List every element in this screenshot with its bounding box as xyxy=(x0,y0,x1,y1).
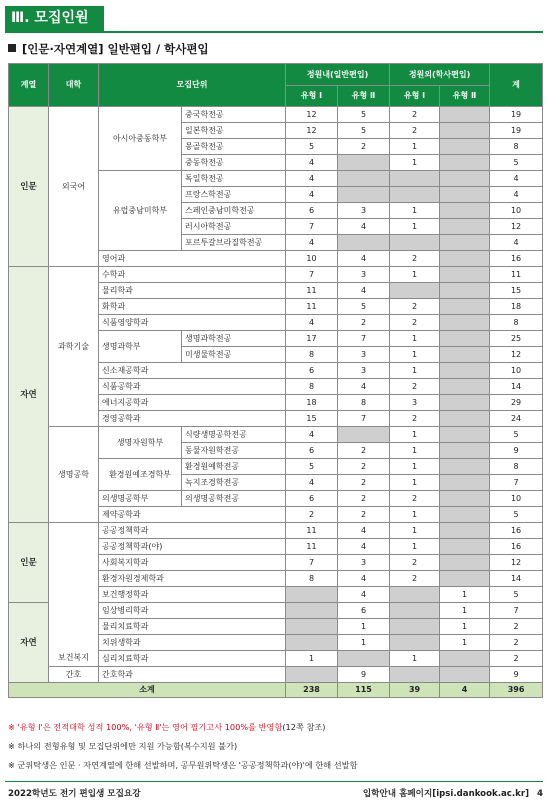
value-cell xyxy=(390,587,440,603)
value-cell: 5 xyxy=(338,107,390,123)
value-cell: 2 xyxy=(390,315,440,331)
value-cell: 4 xyxy=(286,475,338,491)
value-cell: 16 xyxy=(490,523,543,539)
value-cell: 8 xyxy=(286,347,338,363)
value-cell: 5 xyxy=(286,459,338,475)
value-cell: 8 xyxy=(490,459,543,475)
value-cell: 16 xyxy=(490,251,543,267)
value-cell: 10 xyxy=(490,491,543,507)
subunit-cell: 생명과학부 xyxy=(99,331,182,363)
value-cell: 6 xyxy=(338,603,390,619)
subunit-cell: 의생명공학부 xyxy=(99,491,182,507)
value-cell: 4 xyxy=(338,219,390,235)
group-cell: 인문 xyxy=(9,107,49,267)
subunit-cell: 환경원예조경학부 xyxy=(99,459,182,491)
total-value: 238 xyxy=(286,683,338,698)
unit-cell: 생명과학전공 xyxy=(182,331,286,347)
unit-cell: 동물자원학전공 xyxy=(182,443,286,459)
value-cell: 4 xyxy=(286,427,338,443)
value-cell xyxy=(338,155,390,171)
unit-cell: 식품영양학과 xyxy=(99,315,286,331)
value-cell: 15 xyxy=(286,411,338,427)
value-cell xyxy=(440,171,490,187)
value-cell: 1 xyxy=(390,427,440,443)
value-cell: 6 xyxy=(286,203,338,219)
note-evaluation-ref: (12쪽 참조) xyxy=(282,722,326,732)
value-cell xyxy=(440,267,490,283)
header-type2: 유형 Ⅱ xyxy=(338,86,390,107)
value-cell xyxy=(440,315,490,331)
footer-title: 2022학년도 전기 편입생 모집요강 xyxy=(8,789,141,799)
value-cell: 16 xyxy=(490,539,543,555)
value-cell: 7 xyxy=(490,475,543,491)
value-cell: 4 xyxy=(338,587,390,603)
value-cell: 1 xyxy=(390,523,440,539)
header-total: 계 xyxy=(490,64,543,107)
unit-cell: 공공정책학과 xyxy=(99,523,286,539)
value-cell: 2 xyxy=(286,507,338,523)
value-cell: 17 xyxy=(286,331,338,347)
value-cell: 18 xyxy=(490,299,543,315)
value-cell: 1 xyxy=(440,635,490,651)
value-cell: 3 xyxy=(338,203,390,219)
unit-cell: 임상병리학과 xyxy=(99,603,286,619)
value-cell xyxy=(440,203,490,219)
unit-cell: 러시아학전공 xyxy=(182,219,286,235)
value-cell xyxy=(440,555,490,571)
square-bullet-icon xyxy=(8,44,16,52)
group-cell: 인문 xyxy=(9,523,49,603)
value-cell: 4 xyxy=(286,315,338,331)
value-cell xyxy=(390,603,440,619)
value-cell: 1 xyxy=(390,203,440,219)
value-cell xyxy=(440,523,490,539)
value-cell xyxy=(440,459,490,475)
unit-cell: 수학과 xyxy=(99,267,286,283)
value-cell: 8 xyxy=(490,315,543,331)
header-group: 계열 xyxy=(9,64,49,107)
note-evaluation xyxy=(8,718,358,737)
value-cell xyxy=(440,475,490,491)
value-cell xyxy=(390,187,440,203)
value-cell: 4 xyxy=(338,523,390,539)
value-cell xyxy=(440,299,490,315)
table-row xyxy=(9,667,543,683)
value-cell: 4 xyxy=(286,155,338,171)
value-cell xyxy=(440,187,490,203)
value-cell: 1 xyxy=(440,603,490,619)
footer-right xyxy=(363,787,543,799)
unit-cell: 의생명공학전공 xyxy=(182,491,286,507)
value-cell: 10 xyxy=(286,251,338,267)
unit-cell: 식량생명공학전공 xyxy=(182,427,286,443)
unit-cell: 에너지공학과 xyxy=(99,395,286,411)
page-number: 4 xyxy=(537,789,543,799)
value-cell: 1 xyxy=(390,363,440,379)
value-cell: 2 xyxy=(338,475,390,491)
value-cell xyxy=(286,635,338,651)
value-cell: 5 xyxy=(490,427,543,443)
value-cell: 7 xyxy=(490,603,543,619)
value-cell: 2 xyxy=(390,123,440,139)
value-cell: 4 xyxy=(338,379,390,395)
unit-cell: 스페인중남미학전공 xyxy=(182,203,286,219)
value-cell xyxy=(338,171,390,187)
value-cell: 1 xyxy=(390,139,440,155)
value-cell: 25 xyxy=(490,331,543,347)
value-cell: 2 xyxy=(338,315,390,331)
value-cell xyxy=(390,667,440,683)
value-cell: 1 xyxy=(338,635,390,651)
header-outside-quota: 정원외(학사편입) xyxy=(390,64,490,86)
note-evaluation-red: ※ '유형 Ⅰ'은 전적대학 성적 100%, '유형 Ⅱ'는 영어 필기고사 100%를 반영함 xyxy=(8,722,283,732)
value-cell: 7 xyxy=(338,331,390,347)
value-cell: 2 xyxy=(390,571,440,587)
value-cell: 1 xyxy=(390,651,440,667)
value-cell: 5 xyxy=(490,587,543,603)
header-inside-quota: 정원내(일반편입) xyxy=(286,64,390,86)
value-cell: 14 xyxy=(490,571,543,587)
unit-cell: 치위생학과 xyxy=(99,635,286,651)
value-cell: 2 xyxy=(390,251,440,267)
total-value: 4 xyxy=(440,683,490,698)
value-cell: 1 xyxy=(390,443,440,459)
value-cell: 7 xyxy=(286,555,338,571)
footer-homepage: 입학안내 홈페이지[ipsi.dankook.ac.kr] xyxy=(362,789,530,799)
subunit-cell: 유럽중남미학부 xyxy=(99,171,182,251)
value-cell: 5 xyxy=(286,139,338,155)
value-cell xyxy=(440,539,490,555)
value-cell: 3 xyxy=(338,555,390,571)
value-cell: 1 xyxy=(390,155,440,171)
value-cell: 7 xyxy=(338,411,390,427)
table-row xyxy=(9,107,543,123)
value-cell: 1 xyxy=(440,587,490,603)
value-cell: 3 xyxy=(338,363,390,379)
value-cell: 2 xyxy=(338,139,390,155)
value-cell xyxy=(338,187,390,203)
unit-cell: 미생물학전공 xyxy=(182,347,286,363)
value-cell xyxy=(338,427,390,443)
value-cell: 1 xyxy=(390,267,440,283)
table-row xyxy=(9,427,543,443)
value-cell: 2 xyxy=(338,459,390,475)
value-cell: 5 xyxy=(338,299,390,315)
value-cell: 6 xyxy=(286,443,338,459)
value-cell: 4 xyxy=(338,251,390,267)
unit-cell: 신소재공학과 xyxy=(99,363,286,379)
value-cell: 4 xyxy=(338,539,390,555)
value-cell: 1 xyxy=(440,619,490,635)
value-cell: 4 xyxy=(338,283,390,299)
value-cell xyxy=(390,235,440,251)
college-cell: 외국어 xyxy=(49,107,99,267)
value-cell: 3 xyxy=(338,347,390,363)
subheading-text: [인문·자연계열] 일반편입 / 학사편입 xyxy=(22,42,209,56)
table-row xyxy=(9,267,543,283)
total-value: 39 xyxy=(390,683,440,698)
value-cell: 1 xyxy=(390,219,440,235)
unit-cell: 간호학과 xyxy=(99,667,286,683)
college-cell: 간호 xyxy=(49,667,99,683)
unit-cell: 녹지조경학전공 xyxy=(182,475,286,491)
value-cell: 5 xyxy=(338,123,390,139)
value-cell: 1 xyxy=(390,507,440,523)
unit-cell: 보건행정학과 xyxy=(99,587,286,603)
header-college: 대학 xyxy=(49,64,99,107)
value-cell xyxy=(440,427,490,443)
header-type1: 유형 Ⅰ xyxy=(286,86,338,107)
unit-cell: 포르투갈브라질학전공 xyxy=(182,235,286,251)
total-row xyxy=(9,683,543,698)
recruitment-table xyxy=(8,63,543,698)
value-cell: 11 xyxy=(286,283,338,299)
group-cell: 자연 xyxy=(9,267,49,523)
value-cell: 5 xyxy=(490,155,543,171)
total-value: 396 xyxy=(490,683,543,698)
value-cell: 12 xyxy=(286,123,338,139)
value-cell: 7 xyxy=(286,219,338,235)
unit-cell: 환경자원경제학과 xyxy=(99,571,286,587)
unit-cell: 심리치료학과 xyxy=(99,651,286,667)
value-cell: 2 xyxy=(390,299,440,315)
value-cell xyxy=(440,363,490,379)
group-cell: 자연 xyxy=(9,603,49,683)
value-cell: 2 xyxy=(490,651,543,667)
value-cell: 2 xyxy=(490,635,543,651)
value-cell: 12 xyxy=(490,219,543,235)
value-cell xyxy=(286,587,338,603)
value-cell xyxy=(440,235,490,251)
unit-cell: 물리학과 xyxy=(99,283,286,299)
college-cell: 생명공학 xyxy=(49,427,99,523)
value-cell: 12 xyxy=(490,347,543,363)
value-cell: 4 xyxy=(286,235,338,251)
value-cell: 11 xyxy=(490,267,543,283)
value-cell: 12 xyxy=(490,555,543,571)
value-cell xyxy=(440,443,490,459)
value-cell: 4 xyxy=(490,187,543,203)
subunit-cell: 아시아중동학부 xyxy=(99,107,182,171)
value-cell: 6 xyxy=(286,363,338,379)
value-cell xyxy=(440,395,490,411)
unit-cell: 프랑스학전공 xyxy=(182,187,286,203)
value-cell xyxy=(390,635,440,651)
subheading xyxy=(8,41,209,57)
value-cell: 19 xyxy=(490,107,543,123)
value-cell: 2 xyxy=(338,491,390,507)
value-cell xyxy=(440,251,490,267)
value-cell: 11 xyxy=(286,523,338,539)
value-cell xyxy=(440,155,490,171)
footer-divider xyxy=(5,781,543,782)
value-cell: 1 xyxy=(390,475,440,491)
value-cell: 3 xyxy=(390,395,440,411)
unit-cell: 물리치료학과 xyxy=(99,619,286,635)
value-cell xyxy=(286,619,338,635)
value-cell: 2 xyxy=(338,507,390,523)
value-cell xyxy=(440,667,490,683)
unit-cell: 몽골학전공 xyxy=(182,139,286,155)
value-cell: 8 xyxy=(286,571,338,587)
value-cell: 19 xyxy=(490,123,543,139)
value-cell: 2 xyxy=(390,411,440,427)
value-cell: 18 xyxy=(286,395,338,411)
value-cell: 8 xyxy=(286,379,338,395)
value-cell: 4 xyxy=(286,187,338,203)
unit-cell: 중동학전공 xyxy=(182,155,286,171)
unit-cell: 환경원예학전공 xyxy=(182,459,286,475)
header-type2: 유형 Ⅱ xyxy=(440,86,490,107)
value-cell: 2 xyxy=(390,379,440,395)
value-cell: 9 xyxy=(490,667,543,683)
subunit-cell: 생명자원학부 xyxy=(99,427,182,459)
value-cell xyxy=(440,651,490,667)
value-cell: 29 xyxy=(490,395,543,411)
value-cell: 7 xyxy=(286,267,338,283)
value-cell xyxy=(440,219,490,235)
value-cell: 1 xyxy=(390,347,440,363)
unit-cell: 독일학전공 xyxy=(182,171,286,187)
value-cell: 2 xyxy=(490,619,543,635)
value-cell: 3 xyxy=(338,267,390,283)
value-cell xyxy=(440,507,490,523)
unit-cell: 화학과 xyxy=(99,299,286,315)
value-cell: 1 xyxy=(390,459,440,475)
value-cell: 24 xyxy=(490,411,543,427)
value-cell: 1 xyxy=(286,651,338,667)
value-cell xyxy=(286,603,338,619)
value-cell: 4 xyxy=(338,571,390,587)
value-cell: 9 xyxy=(490,443,543,459)
value-cell xyxy=(440,491,490,507)
value-cell xyxy=(440,139,490,155)
value-cell xyxy=(390,619,440,635)
unit-cell: 영어과 xyxy=(99,251,286,267)
value-cell: 14 xyxy=(490,379,543,395)
value-cell: 15 xyxy=(490,283,543,299)
value-cell: 10 xyxy=(490,363,543,379)
value-cell: 12 xyxy=(286,107,338,123)
value-cell: 2 xyxy=(390,491,440,507)
college-cell: 보건복지 xyxy=(49,523,99,667)
value-cell xyxy=(440,107,490,123)
value-cell xyxy=(390,171,440,187)
unit-cell: 중국학전공 xyxy=(182,107,286,123)
college-cell: 과학기술 xyxy=(49,267,99,427)
unit-cell: 식품공학과 xyxy=(99,379,286,395)
value-cell: 10 xyxy=(490,203,543,219)
notes xyxy=(8,718,358,775)
value-cell: 4 xyxy=(286,171,338,187)
value-cell xyxy=(440,123,490,139)
unit-cell: 일본학전공 xyxy=(182,123,286,139)
value-cell: 5 xyxy=(490,507,543,523)
value-cell xyxy=(440,331,490,347)
value-cell xyxy=(286,667,338,683)
value-cell: 11 xyxy=(286,539,338,555)
unit-cell: 사회복지학과 xyxy=(99,555,286,571)
value-cell: 11 xyxy=(286,299,338,315)
unit-cell: 제약공학과 xyxy=(99,507,286,523)
unit-cell: 공공정책학과(야) xyxy=(99,539,286,555)
value-cell: 2 xyxy=(338,443,390,459)
value-cell xyxy=(390,283,440,299)
header-unit: 모집단위 xyxy=(99,64,286,107)
value-cell: 9 xyxy=(338,667,390,683)
value-cell xyxy=(338,651,390,667)
value-cell: 1 xyxy=(390,539,440,555)
value-cell: 1 xyxy=(338,619,390,635)
value-cell: 4 xyxy=(490,235,543,251)
total-label: 소계 xyxy=(9,683,286,698)
section-title: Ⅲ. 모집인원 xyxy=(5,6,104,31)
value-cell xyxy=(440,571,490,587)
value-cell xyxy=(440,283,490,299)
header-type1: 유형 Ⅰ xyxy=(390,86,440,107)
note-single-application: ※ 하나의 전형유형 및 모집단위에만 지원 가능함(복수지원 불가) xyxy=(8,741,238,751)
value-cell: 8 xyxy=(338,395,390,411)
unit-cell: 경영공학과 xyxy=(99,411,286,427)
value-cell: 6 xyxy=(286,491,338,507)
total-value: 115 xyxy=(338,683,390,698)
value-cell: 2 xyxy=(390,555,440,571)
value-cell: 8 xyxy=(490,139,543,155)
value-cell xyxy=(338,235,390,251)
table-row xyxy=(9,523,543,539)
value-cell xyxy=(440,347,490,363)
value-cell xyxy=(440,379,490,395)
section-divider xyxy=(5,31,543,33)
value-cell: 2 xyxy=(390,107,440,123)
value-cell: 4 xyxy=(490,171,543,187)
value-cell xyxy=(440,411,490,427)
value-cell: 1 xyxy=(390,331,440,347)
note-commissioned-students: ※ 군위탁생은 인문 · 자연계열에 한해 선발하며, 공무원위탁생은 '공공정책학과(야)'에 한해 선발함 xyxy=(8,760,358,770)
